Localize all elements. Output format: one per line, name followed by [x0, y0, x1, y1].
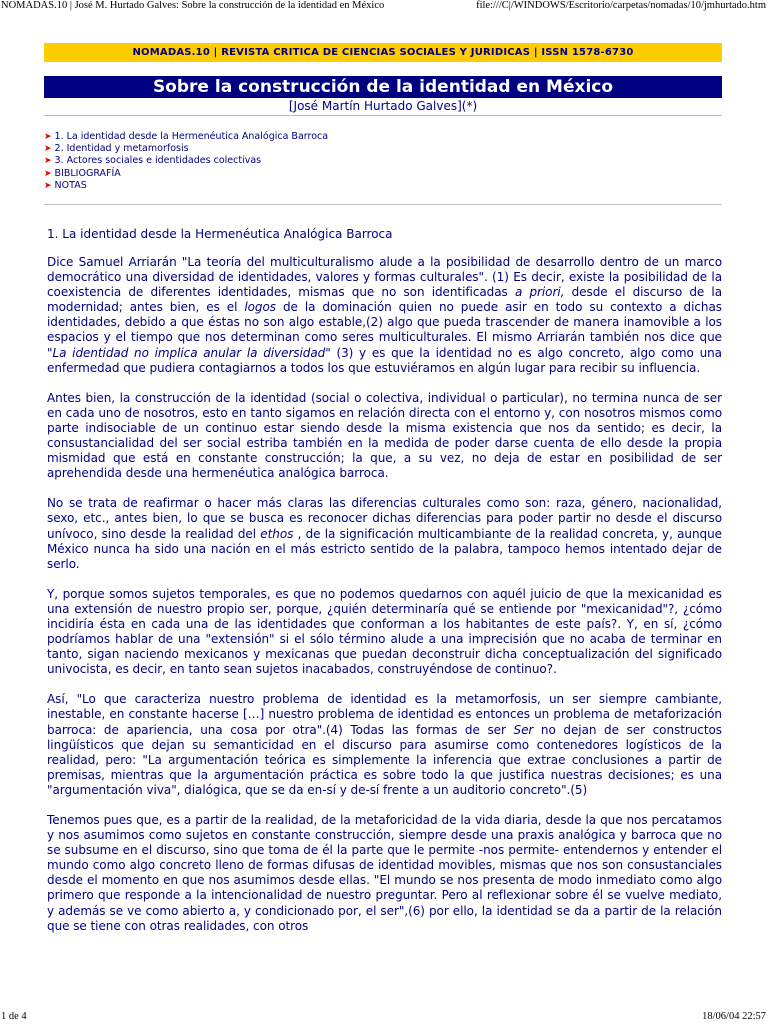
print-timestamp: 18/06/04 22:57 — [702, 1011, 766, 1022]
toc-item-identidad-hermeneutica[interactable] — [44, 131, 544, 143]
text-run: de la dominación quien no puede asir en todo su contexto a dichas identidades, debido a que éstas no son algo estable, — [47, 300, 722, 330]
section-heading: 1. La identidad desde la Hermenéutica Analógica Barroca — [47, 227, 393, 241]
italic-text: logos — [244, 300, 276, 315]
arrow-bullet-icon: ➤ — [44, 144, 52, 155]
text-run: Así, "Lo que caracteriza nuestro problema de identidad es la metamorfosis, un ser siempre cambiante, inestable, en constante hacerse […] nuestro problema de identidad es entonces un problema de metaforización barroca: de apariencia, una cosa por otra".(4) Todas las formas de ser — [47, 692, 722, 737]
divider — [44, 204, 722, 205]
arrow-bullet-icon: ➤ — [44, 180, 52, 191]
toc-item-bibliografia[interactable] — [44, 168, 544, 180]
text-run: Dice Samuel Arriarán "La teoría del multiculturalismo alude a la posibilidad de desarrollo dentro de un marco democrático una diversidad de identidades, valores y formas culturales". — [47, 255, 722, 285]
arrow-bullet-icon: ➤ — [44, 132, 52, 142]
paragraph — [47, 692, 722, 798]
text-run: " (3) y es que la identidad no es algo concreto, algo como una enfermedad que pudiera contagiarnos a todos los que estuviéramos en algún lugar para recibir su influencia. — [47, 345, 722, 375]
paragraph: Tenemos pues que, es a partir de la realidad, de la metaforicidad de la vida diaria, desde la que nos percatamos y nos asumimos como sujetos en constante construcción, siempre desde una praxis analógica y barroca que no se subsume en el discurso, sino que toma de él la parte que le permite -nos permite- entendernos y entender el mundo como algo concreto lleno de formas difusas de identidad movibles, mismas que nos son consustanciales desde el momento en que nos asumimos desde ellas. "El mundo se nos presenta de modo inmediato como algo primero que responde a la intencionalidad de nuestro preguntar. Pero al reflexionar sobre él se vuelve mediato, y además se ve como abierto a, y condicionado por, el ser",(6) por ello, la identidad se da a partir de la relación que se tiene con otras realidades, con otros — [47, 813, 722, 933]
article-author — [44, 98, 722, 116]
toc-item-label[interactable]: 1. La identidad desde la Hermenéutica Analógica Barroca — [54, 131, 329, 142]
arrow-bullet-icon: ➤ — [44, 156, 52, 167]
paragraph — [47, 255, 722, 376]
text-run: (1) Es decir, existe la posibilidad de la coexistencia de diferentes identidades, mismas que no son identificadas — [47, 270, 722, 300]
text-run: , de la significación multicambiante de la realidad concreta, y, aunque México nunca ha sido una nación en el más estricto sentido de la palabra, tampoco hemos intentado dejar de serlo. — [47, 526, 722, 571]
article-title: Sobre la construcción de la identidad en México — [44, 76, 722, 98]
page-number: 1 de 4 — [1, 1011, 27, 1022]
toc-item-notas[interactable] — [44, 180, 544, 192]
journal-banner: NOMADAS.10 | REVISTA CRITICA DE CIENCIAS SOCIALES Y JURIDICAS | ISSN 1578-6730 — [44, 43, 722, 62]
paragraph: Y, porque somos sujetos temporales, es que no podemos quedarnos con aquél juicio de que la mexicanidad es una extensión de nuestro propio ser, porque, ¿quién determinaría qué se entiende por "mexicanidad"?, ¿cómo incidiría ésta en cada una de las identidades que conforman a los habitantes de este país?. Y, en sí, ¿cómo podríamos hablar de una "extensión" si el sólo término alude a una imprecisión que no acaba de terminar en tanto, sigan naciendo mexicanos y mexicanas que puedan deconstruir dicha conceptualización del significado univocista, es decir, en tanto sean sujetos inacabados, construyéndose de continuo?. — [47, 586, 722, 677]
toc-item-label[interactable]: 2. Identidad y metamorfosis — [54, 143, 189, 155]
italic-text: La identidad no implica anular la diversidad — [52, 345, 326, 360]
print-header — [0, 0, 768, 14]
italic-text: ethos — [260, 526, 294, 541]
print-header-url: file:///C|/WINDOWS/Escritorio/carpetas/nomadas/10/jmhurtado.htm — [476, 0, 766, 11]
italic-text: a priori, — [514, 285, 565, 300]
text-run: desde el discurso de la modernidad; antes bien, es el — [47, 285, 722, 315]
print-header-title: NOMADAS.10 | José M. Hurtado Galves: Sobre la construcción de la identidad en México — [1, 0, 385, 11]
text-run: No se trata de reafirmar o hacer más claras las diferencias culturales como son: raza, género, nacionalidad, sexo, etc., antes bien, lo que se busca es reconocer dichas diferencias para poder partir no desde el discurso unívoco, sino desde la realidad del — [47, 496, 722, 541]
paragraph: Antes bien, la construcción de la identidad (social o colectiva, individual o particular), no termina nunca de ser en cada uno de nosotros, esto en tanto sigamos en relación directa con el entorno y, con nosotros mismos como parte indisociable de un continuo estar siendo desde la misma existencia que nos da sentido; es decir, la consustancialidad del ser social estriba también en la medida de poder darse cuenta de ello desde la propia mismidad que está en constante construcción; la que, a su vez, no deja de estar en posibilidad de ser aprehendida desde una hermenéutica analógica barroca. — [47, 390, 722, 481]
text-run: no dejan de ser constructos lingüísticos que dejan su semanticidad en el discurso para asumirse como contenedores logísticos de la realidad, pero: "La argumentación teórica es simplemente la inferencia que extrae conclusiones a partir de premisas, mientras que la argumentación práctica es sobre todo la que justifica nuestras decisiones; es una "argumentación viva", dialógica, que se da en-sí y de-sí frente a un auditorio concreto".(5) — [47, 722, 722, 797]
paragraph — [47, 496, 722, 571]
print-footer — [0, 1010, 768, 1024]
toc-item-label[interactable]: BIBLIOGRAFÍA — [54, 167, 121, 179]
arrow-bullet-icon: ➤ — [44, 168, 52, 179]
table-of-contents — [44, 131, 544, 192]
article-body — [47, 255, 722, 949]
text-run: (2) algo que pueda trascender de manera inamovible a los espacios y el tiempo que nos determinan como seres multiculturales. El mismo Arriarán también nos dice que " — [47, 315, 722, 360]
toc-item-label[interactable]: NOTAS — [54, 179, 87, 191]
toc-item-identidad-metamorfosis[interactable] — [44, 143, 544, 155]
author-link[interactable]: [José Martín Hurtado Galves](*) — [288, 99, 478, 113]
toc-item-label[interactable]: 3. Actores sociales e identidades colectivas — [54, 155, 262, 167]
italic-text: Ser — [513, 722, 534, 737]
toc-item-actores-sociales[interactable] — [44, 155, 544, 167]
